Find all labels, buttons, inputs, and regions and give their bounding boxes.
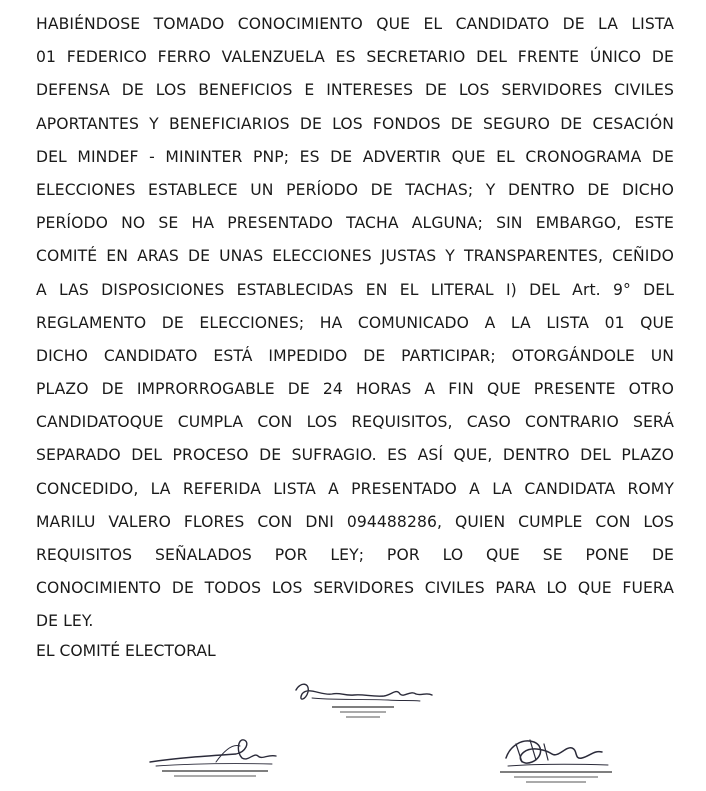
- paragraph-line: HABIÉNDOSE TOMADO CONOCIMIENTO QUE EL CANDIDATO DE LA LISTA: [36, 15, 674, 33]
- paragraph-line: REQUISITOS SEÑALADOS POR LEY; POR LO QUE SE PONE DE: [36, 546, 674, 564]
- paragraph-line: PERÍODO NO SE HA PRESENTADO TACHA ALGUNA; SIN EMBARGO, ESTE: [36, 214, 674, 233]
- paragraph-line: REGLAMENTO DE ELECCIONES; HA COMUNICADO A LA LISTA 01 QUE: [36, 313, 674, 332]
- paragraph-line: ELECCIONES ESTABLECE UN PERÍODO DE TACHAS; Y DENTRO DE DICHO: [36, 180, 674, 199]
- paragraph-line: A LAS DISPOSICIONES ESTABLECIDAS EN EL LITERAL I) DEL Art. 9° DEL: [36, 280, 674, 299]
- paragraph-line: MARILU VALERO FLORES CON DNI 094488286, QUIEN CUMPLE CON LOS: [36, 512, 674, 531]
- paragraph-line: 01 FEDERICO FERRO VALENZUELA ES SECRETARIO DEL FRENTE ÚNICO DE: [36, 48, 674, 67]
- paragraph-line: DICHO CANDIDATO ESTÁ IMPEDIDO DE PARTICIPAR; OTORGÁNDOLE UN: [36, 346, 674, 365]
- paragraph-line: DE LEY.: [36, 612, 94, 631]
- paragraph-line: COMITÉ EN ARAS DE UNAS ELECCIONES JUSTAS Y TRANSPARENTES, CEÑIDO: [36, 247, 674, 266]
- signature-right: [486, 728, 626, 786]
- paragraph-line: SEPARADO DEL PROCESO DE SUFRAGIO. ES ASÍ QUE, DENTRO DEL PLAZO: [36, 446, 674, 465]
- paragraph-line: DEFENSA DE LOS BENEFICIOS E INTERESES DE LOS SERVIDORES CIVILES: [36, 81, 674, 100]
- paragraph-line: CANDIDATOQUE CUMPLA CON LOS REQUISITOS, CASO CONTRARIO SERÁ: [36, 413, 674, 432]
- signoff-committee: EL COMITÉ ELECTORAL: [36, 642, 216, 660]
- paragraph-line: DEL MINDEF - MININTER PNP; ES DE ADVERTIR QUE EL CRONOGRAMA DE: [36, 147, 674, 166]
- paragraph-line: APORTANTES Y BENEFICIARIOS DE LOS FONDOS DE SEGURO DE CESACIÓN: [36, 114, 674, 133]
- paragraph-line: PLAZO DE IMPRORROGABLE DE 24 HORAS A FIN QUE PRESENTE OTRO: [36, 380, 674, 399]
- paragraph-line: CONOCIMIENTO DE TODOS LOS SERVIDORES CIVILES PARA LO QUE FUERA: [36, 579, 674, 598]
- signature-left: [146, 732, 286, 782]
- signature-top: [288, 676, 438, 726]
- paragraph-line: CONCEDIDO, LA REFERIDA LISTA A PRESENTADO A LA CANDIDATA ROMY: [36, 479, 674, 498]
- body-paragraph: [36, 8, 674, 639]
